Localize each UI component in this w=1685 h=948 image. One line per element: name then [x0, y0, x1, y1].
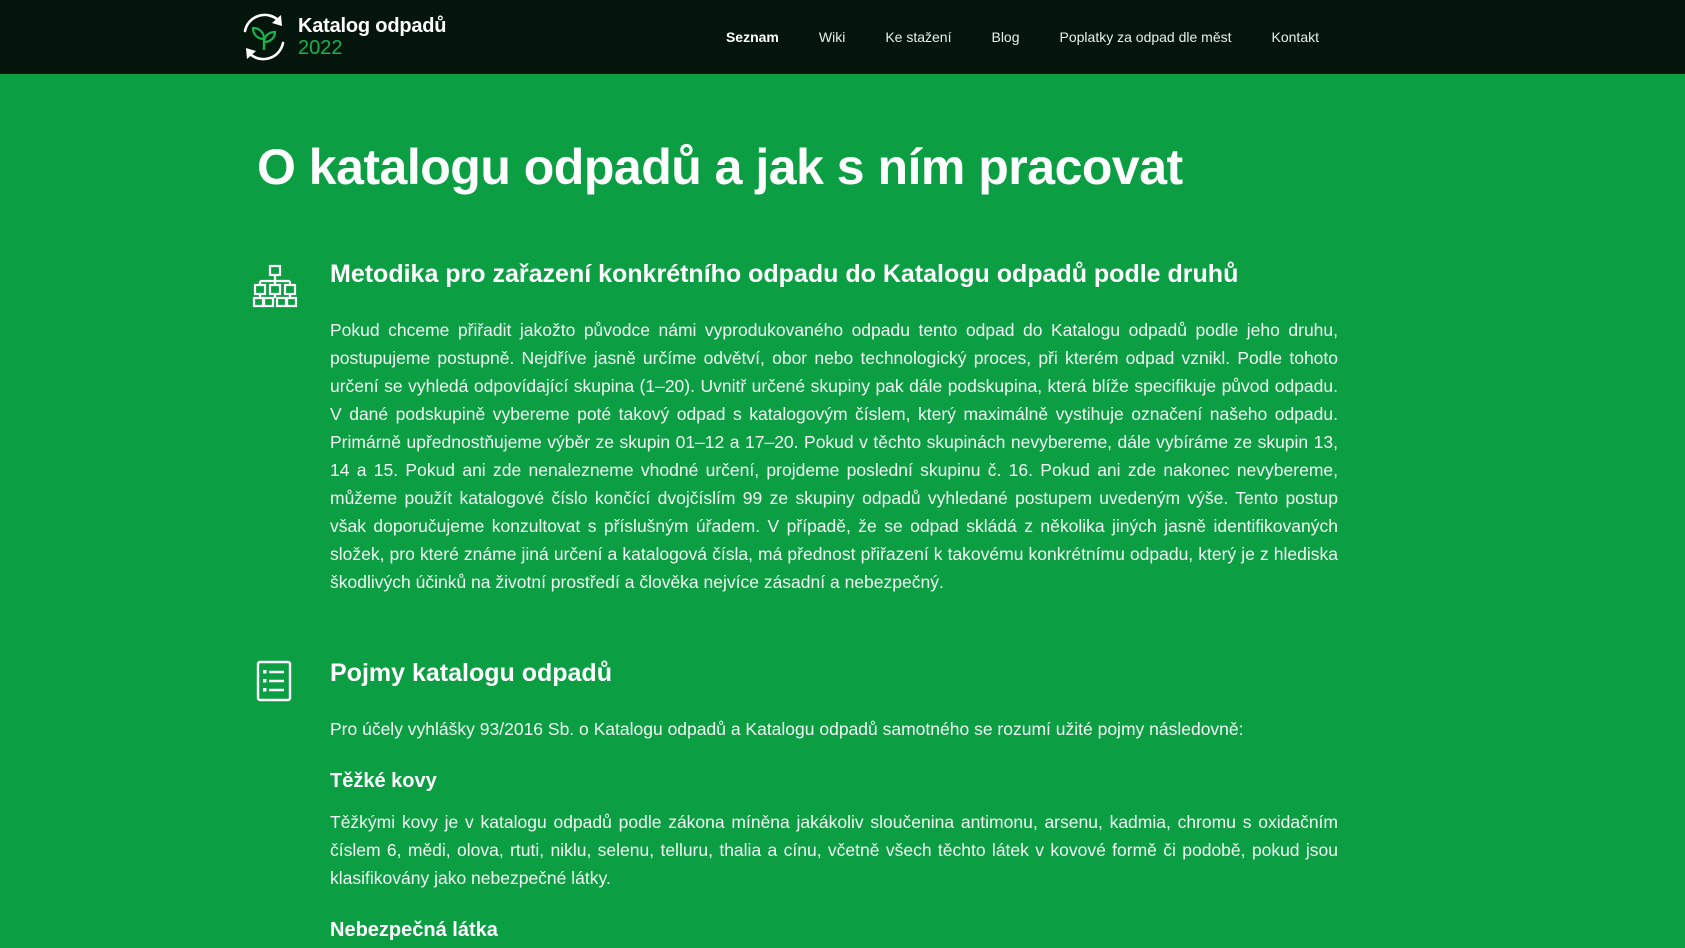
list-icon — [253, 658, 299, 704]
nav-item-poplatky[interactable]: Poplatky za odpad dle měst — [1059, 29, 1232, 45]
term-title-nebezpecna-latka: Nebezpečná látka — [330, 919, 498, 941]
section-intro-pojmy: Pro účely vyhlášky 93/2016 Sb. o Katalogu odpadů a Katalogu odpadů samotného se rozumí užité pojmy následovně: — [330, 719, 1244, 739]
section-body-metodika: Pokud chceme přiřadit jakožto původce námi vyprodukovaného odpadu tento odpad do Katalogu odpadů podle jeho druhu, postupujeme postupně. Nejdříve jasně určíme odvětví, obor nebo technologický proces, při kterém odpad vznikl. Podle tohoto určení se vyhledá odpovídající skupina (1–20). Uvnitř určené skupiny pak dále podskupina, která blíže specifikuje původ odpadu. V dané podskupině vybereme poté takový odpad s katalogovým číslem, který maximálně vystihuje označení našeho odpadu. Primárně upřednostňujeme výběr ze skupin 01–12 a 17–20. Pokud v těchto skupinách nevybereme, dále vybíráme ze skupin 13, 14 a 15. Pokud ani zde nenalezneme vhodné určení, projdeme poslední skupinu č. 16. Pokud ani zde nakonec nevybereme, můžeme použít katalogové číslo končící dvojčíslím 99 ze skupiny odpadů vyhledané postupem uvedeným výše. Tento postup však doporučujeme konzultovat s příslušným úřadem. V případě, že se odpad skládá z několika jiných jasně identifikovaných složek, pro které známe jiná určení a katalogová čísla, má přednost přiřazení k takovému konkrétnímu odpadu, který je z hlediska škodlivých účinků na životní prostředí a člověka nejvíce zásadní a nebezpečný. — [330, 320, 1338, 592]
nav-item-kontakt[interactable]: Kontakt — [1271, 29, 1319, 45]
site-logo[interactable] — [237, 10, 446, 64]
logo-name: Katalog odpadů — [298, 15, 447, 37]
nav-item-wiki[interactable]: Wiki — [818, 29, 846, 45]
top-navigation-bar — [0, 0, 1685, 74]
term-title-tezke-kovy: Těžké kovy — [330, 770, 437, 792]
logo-year: 2022 — [298, 37, 343, 59]
nav-item-ke-stazeni[interactable]: Ke stažení — [885, 29, 952, 45]
hierarchy-icon — [252, 264, 298, 310]
page-title: O katalogu odpadů a jak s ním pracovat — [257, 139, 1183, 195]
nav-item-seznam[interactable]: Seznam — [725, 29, 779, 45]
term-body-tezke-kovy: Těžkými kovy je v katalogu odpadů podle zákona míněna jakákoliv sloučenina antimonu, arsenu, kadmia, chromu s oxidačním číslem 6, mědi, olova, rtuti, niklu, selenu, telluru, thalia a cínu, včetně všech těchto látek v kovové formě či podobě, pokud jsou klasifikovány jako nebezpečné látky. — [330, 812, 1338, 888]
recycle-leaf-logo-icon — [237, 10, 291, 64]
section-title-pojmy: Pojmy katalogu odpadů — [330, 659, 612, 687]
main-nav — [686, 0, 1319, 74]
nav-item-blog[interactable]: Blog — [991, 29, 1020, 45]
section-title-metodika: Metodika pro zařazení konkrétního odpadu do Katalogu odpadů podle druhů — [330, 260, 1239, 288]
